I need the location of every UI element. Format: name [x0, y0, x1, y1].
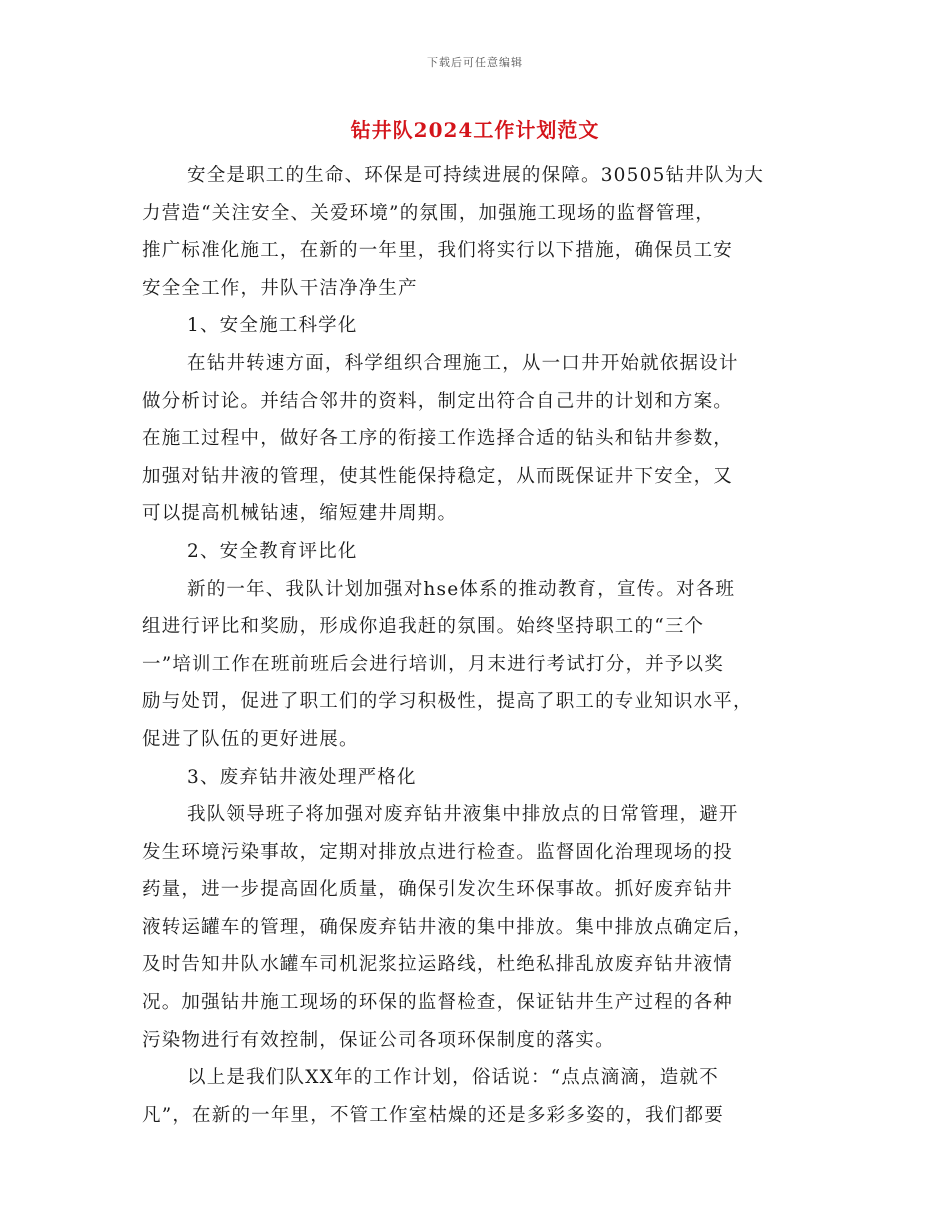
document-title: 钻井队2024工作计划范文: [350, 118, 600, 142]
text-line: 发生环境污染事故，定期对排放点进行检查。监督固化治理现场的投: [142, 841, 734, 863]
text-line: 况。加强钻井施工现场的环保的监督检查，保证钻井生产过程的各种: [142, 992, 734, 1014]
text-line: 一”培训工作在班前班后会进行培训，月末进行考试打分，并予以奖: [142, 653, 724, 675]
text-line: 做分析讨论。并结合邻井的资料，制定出符合自己井的计划和方案。: [142, 390, 734, 412]
text-line: 安全是职工的生命、环保是可持续进展的保障。30505钻井队为大: [187, 165, 765, 186]
text-line: 污染物进行有效控制，保证公司各项环保制度的落实。: [142, 1029, 615, 1051]
text-line: 组进行评比和奖励，形成你追我赶的氛围。始终坚持职工的“三个: [142, 616, 705, 638]
text-line: 可以提高机械钻速，缩短建井周期。: [142, 503, 458, 525]
text-line: 及时告知井队水罐车司机泥浆拉运路线，杜绝私排乱放废弃钻井液情: [142, 954, 734, 976]
text-line: 安全全工作，井队干洁净净生产: [142, 277, 418, 299]
text-line: 液转运罐车的管理，确保废弃钻井液的集中排放。集中排放点确定后，: [142, 916, 753, 938]
text-line: 凡”，在新的一年里，不管工作室枯燥的还是多彩多姿的，我们都要: [142, 1104, 724, 1126]
text-line: 促进了队伍的更好进展。: [142, 728, 359, 750]
text-line: 新的一年、我队计划加强对hse体系的推动教育，宣传。对各班: [187, 578, 736, 600]
text-line: 我队领导班子将加强对废弃钻井液集中排放点的日常管理，避开: [187, 804, 739, 826]
text-line: 加强对钻井液的管理，使其性能保持稳定，从而既保证井下安全，又: [142, 465, 734, 487]
text-line: 推广标准化施工，在新的一年里，我们将实行以下措施，确保员工安: [142, 240, 734, 262]
text-line: 以上是我们队XX年的工作计划，俗话说：“点点滴滴，造就不: [187, 1067, 719, 1089]
header-note: 下载后可任意编辑: [427, 56, 523, 69]
text-line: 1、安全施工科学化: [187, 315, 358, 337]
text-line: 在施工过程中，做好各工序的衔接工作选择合适的钻头和钻井参数，: [142, 428, 734, 450]
text-line: 2、安全教育评比化: [187, 540, 358, 562]
text-line: 3、废弃钻井液处理严格化: [187, 766, 417, 788]
text-line: 药量，进一步提高固化质量，确保引发次生环保事故。抓好废弃钻井: [142, 879, 734, 901]
document-body: [142, 157, 812, 1134]
text-line: 在钻井转速方面，科学组织合理施工，从一口井开始就依据设计: [187, 352, 739, 374]
text-line: 励与处罚，促进了职工们的学习积极性，提高了职工的专业知识水平，: [142, 691, 753, 713]
text-line: 力营造“关注安全、关爱环境”的氛围，加强施工现场的监督管理，: [142, 202, 715, 224]
